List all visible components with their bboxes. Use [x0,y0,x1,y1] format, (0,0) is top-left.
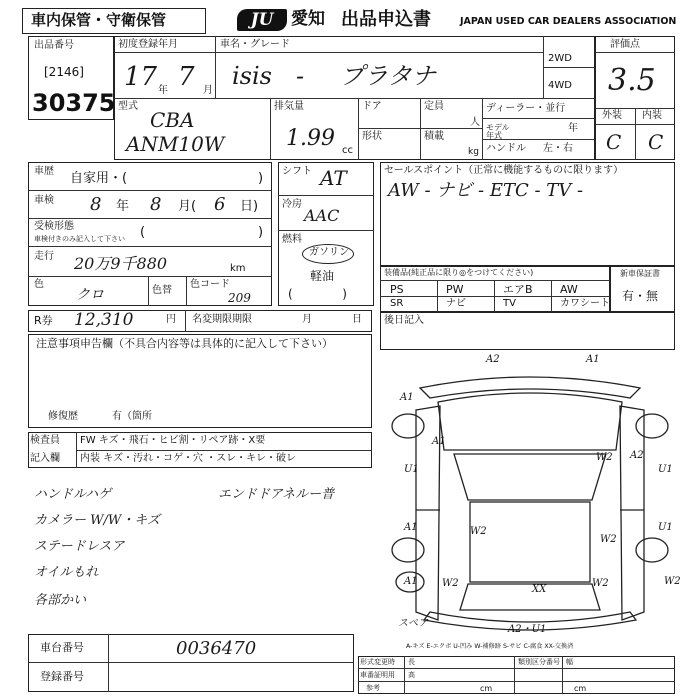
name-change-day: 日 [352,314,362,325]
registration-label: 初度登録年月 [118,39,178,50]
type-line1: CBA [150,108,195,132]
diagram-wheel-rl [392,538,424,562]
color-value: クロ [76,287,104,303]
exterior-value: C [606,130,622,154]
damage-mark: A1 [404,522,418,533]
inspection-year: 8 [90,194,102,215]
exterior-label: 外装 [602,110,622,121]
shift-value: AT [320,166,347,190]
color-label: 色 [34,279,44,290]
dim-row1b: 長 [408,658,415,666]
inspection-month-unit: 月( [178,199,197,214]
score-label: 評価点 [610,39,640,50]
handle-options: 左・右 [543,143,573,154]
name-change-month: 月 [302,314,312,325]
shift-label: シフト [282,166,312,177]
model-year-unit: 年 [568,123,578,134]
damage-mark: スペア [398,618,428,629]
diagram-rear-window [460,584,600,610]
color-code: 209 [228,291,251,305]
acceptance-label: 受検形態 [34,221,74,232]
chassis-label: 車台番号 [40,641,84,654]
model-grade: プラタナ [340,62,436,90]
damage-mark: A2 [630,450,644,461]
fuel-brackets: ( ) [288,287,347,301]
mileage-value: 20万9千880 [74,254,168,273]
dim-unit-1: cm [480,684,493,693]
dim-unit-2: cm [574,684,587,693]
damage-mark: A1 [404,576,418,587]
inspection-day-unit: 日) [240,199,259,214]
damage-mark: W2 [664,576,681,587]
score-value: 3.5 [608,63,656,98]
drive-4wd: 4WD [548,80,572,91]
dealer-label: ディーラー・並行 [486,103,566,114]
diagram-right-side [620,406,644,620]
mileage-unit: km [230,263,246,274]
damage-mark: U1 [658,522,673,533]
model-label: 車名・グレード [220,39,290,50]
damage-mark: A1 [586,354,600,365]
type-label: 型式 [118,101,138,112]
diagram-wheel-fl [392,414,424,438]
color-swap-label: 色替 [152,285,172,296]
inspector-row2: 内装 キズ・汚れ・コゲ・穴 ・スレ・キレ・破レ [80,453,297,464]
sales-point-value: AW - ナビ - ETC - TV - [388,180,584,201]
aircon-label: 冷房 [282,199,302,210]
handle-label: ハンドル [486,143,526,154]
model-name: isis [232,62,272,90]
damage-mark: A1 [400,392,414,403]
handwritten-note: オイルもれ [34,565,99,580]
doors-label: ドア [362,101,382,112]
diagram-wheel-fr [636,414,668,438]
recycle-label: R券 [34,314,53,327]
reg-number-label: 登録番号 [40,670,84,683]
inspection-label: 車検 [34,195,54,206]
aircon-value: AAC [304,206,340,225]
notes-repair: 修復歴 [48,411,78,422]
org-english: JAPAN USED CAR DEALERS ASSOCIATION [460,16,677,27]
load-unit: kg [468,147,479,157]
dim-row2b: 幅 [566,658,573,666]
name-change-label: 名変期限期限 [192,314,252,325]
equipment-bottom-item: カワシート [560,298,610,309]
handwritten-right: エンドドアネルー普 [218,487,335,502]
diagram-front-bumper [420,377,640,398]
model-year-label: モデル 年式 [486,123,510,140]
equipment-bottom-item: ナビ [446,298,466,309]
car-damage-diagram [380,350,680,650]
dim-ref: 参考 [366,684,380,692]
equipment-label: 装備品(純正品に限り◎をつけてください) [384,268,534,277]
history-close: ) [258,171,264,186]
inspector-row1: FW キズ・飛石・ヒビ割・リペア跡・X要 [80,435,266,446]
notes-label: 注意事項申告欄（不具合内容等は具体的に記入して下さい） [36,337,333,350]
acceptance-close: ) [258,225,264,240]
inspection-year-unit: 年 [116,199,130,214]
fuel-label: 燃料 [282,234,302,245]
damage-mark: W2 [470,526,487,537]
org-name: 愛知 [291,9,325,29]
dim-row3b: 高 [408,671,415,679]
load-label: 積載 [424,131,444,142]
inspection-day: 6 [214,194,226,215]
damage-mark: W2 [442,578,459,589]
history-label: 車歴 [34,166,54,177]
diagram-hood [438,393,622,450]
warranty-options: 有・無 [622,289,659,303]
ju-logo [237,9,287,31]
sales-point-box [380,162,675,266]
diagram-windshield [454,454,606,500]
dimension-box [358,656,675,694]
capacity-label: 定員 [424,101,444,112]
damage-mark: XX [532,584,547,595]
color-code-label: 色コード [190,279,230,290]
back-entry-label: 後日記入 [384,315,424,326]
damage-mark: A1 [432,436,446,447]
recycle-unit: 円 [166,314,176,325]
inspector-label1: 検査員 [30,435,60,446]
handwritten-note: カメラー W/W・キズ [34,513,160,528]
storage-label: 車内保管・守衛保管 [31,11,167,29]
interior-value: C [648,130,664,154]
notes-repair-value: 有（箇所 [112,411,152,422]
equipment-top-item: AW [560,283,578,296]
equipment-top-item: エアB [503,283,533,296]
fuel-light-oil: 軽油 [310,269,335,283]
sheet-title: 出品申込書 [341,9,431,30]
registration-month: 7 [178,62,195,92]
dim-row3a: 車番証明用 [360,671,395,679]
damage-mark: W2 [600,534,617,545]
inspection-month: 8 [150,194,162,215]
equipment-top-item: PS [390,283,404,296]
shape-label: 形状 [362,131,382,142]
damage-mark: A2 [486,354,500,365]
lot-label: 出品番号 [34,40,74,51]
diagram-wheel-rr [636,538,668,562]
chassis-value: 0036470 [176,638,257,659]
inspector-label2: 記入欄 [30,453,60,464]
recycle-value: 12,310 [74,310,134,330]
handwritten-note: ハンドルハゲ [34,487,112,502]
sales-point-label: セールスポイント（正常に機能するものに限ります） [384,165,624,176]
mileage-label: 走行 [34,251,54,262]
displacement-label: 排気量 [274,101,304,112]
equipment-bottom-item: TV [503,298,516,309]
registration-month-unit: 月 [203,85,213,96]
acceptance-note: 車検付きのみ記入して下さい [34,235,125,243]
equipment-top-item: PW [446,283,464,296]
capacity-unit: 人 [470,117,480,128]
damage-mark: U1 [404,464,419,475]
handwritten-note: 各部かい [34,593,87,608]
ju-logo-text: JU [250,10,274,30]
registration-year: 17 [124,62,158,92]
dim-row1a: 形式変更時 [360,658,395,666]
history-value: 自家用・( [70,171,128,186]
drive-2wd: 2WD [548,53,572,64]
fuel-gasoline: ガソリン [309,247,349,258]
damage-mark: W2 [596,452,613,463]
storage-label-box [22,8,206,34]
damage-mark: U1 [658,464,673,475]
type-line2: ANM10W [126,132,225,156]
interior-label: 内装 [642,110,662,121]
damage-mark: A2・U1 [508,624,547,635]
model-dash: - [296,62,305,90]
handwritten-note: ステードレスア [34,539,125,554]
damage-mark: W2 [592,578,609,589]
lot-number: 30375 [32,89,116,117]
lot-sub-number: [2146] [44,65,84,79]
equipment-bottom-item: SR [390,298,404,309]
diagram-roof [470,502,590,582]
dim-row2a: 類別区分番号 [518,658,560,666]
warranty-label: 新車保証書 [620,269,660,278]
acceptance-open: ( [140,225,146,240]
back-entry-box [380,312,675,350]
history-box [28,162,272,306]
registration-year-unit: 年 [158,85,168,96]
diagram-legend: A-キズ E-エクボ U-凹み W-補修跡 S-サビ C-腐食 XX-交換済 [406,643,574,650]
displacement-unit: cc [342,145,353,156]
displacement-value: 1.99 [286,126,335,151]
